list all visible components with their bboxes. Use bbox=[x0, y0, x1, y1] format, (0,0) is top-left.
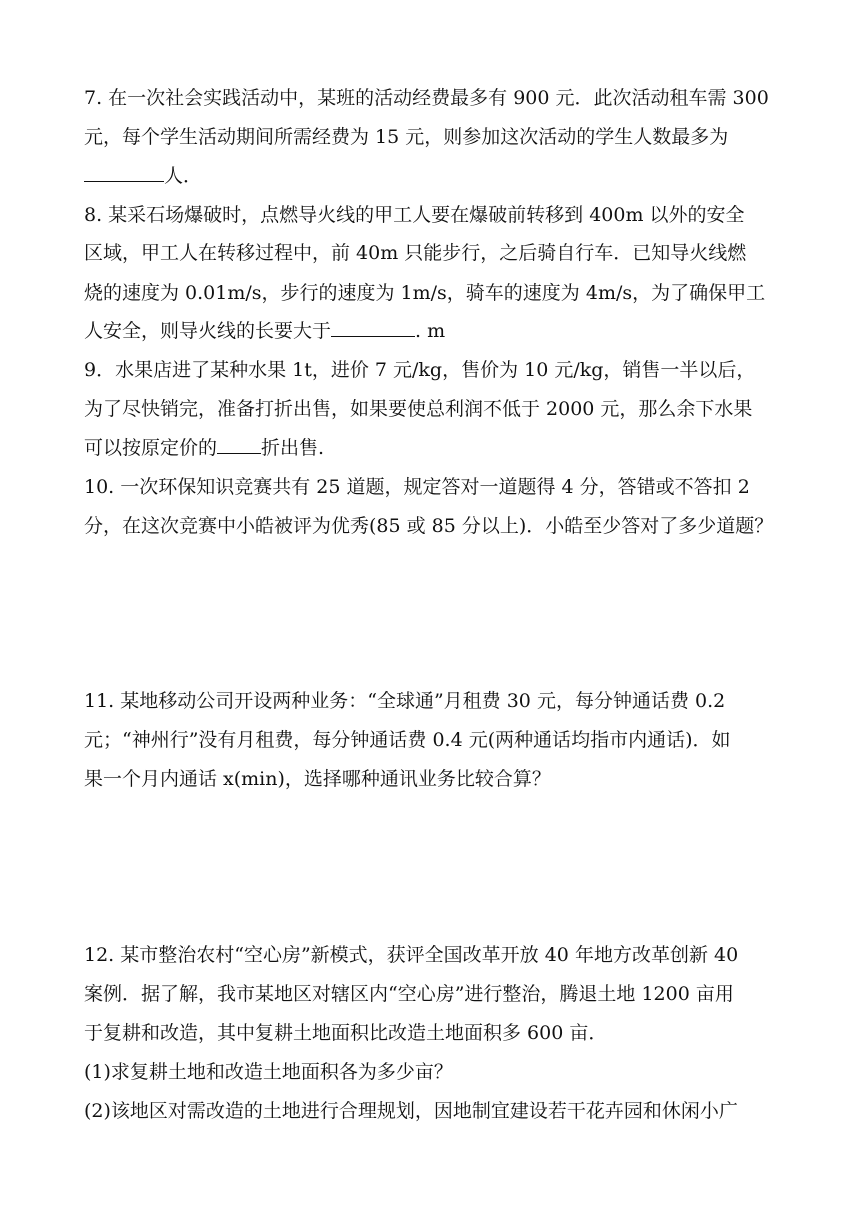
q7-line-2: 元，每个学生活动期间所需经费为 15 元，则参加这次活动的学生人数最多为 bbox=[84, 126, 729, 148]
q10-line-2: 分，在这次竞赛中小皓被评为优秀(85 或 85 分以上)．小皓至少答对了多少道题？ bbox=[84, 515, 774, 537]
q8-line-4-suffix: . m bbox=[415, 320, 446, 342]
q8-answer-blank[interactable] bbox=[331, 318, 415, 337]
q9-line-3-prefix: 可以按原定价的 bbox=[84, 437, 218, 459]
q8-line-4 bbox=[84, 318, 784, 344]
q9-line-3-suffix: 折出售. bbox=[261, 437, 325, 459]
q12-line-2: 案例．据了解，我市某地区对辖区内“空心房”进行整治，腾退土地 1200 亩用 bbox=[84, 983, 734, 1005]
q8-line-3: 烧的速度为 0.01m/s，步行的速度为 1m/s，骑车的速度为 4m/s，为了确保甲工 bbox=[84, 282, 766, 304]
q9-line-2: 为了尽快销完，准备打折出售，如果要使总利润不低于 2000 元，那么余下水果 bbox=[84, 398, 753, 420]
q9-answer-blank[interactable] bbox=[217, 435, 261, 454]
q12-subquestion-2: (2)该地区对需改造的土地进行合理规划，因地制宜建设若干花卉园和休闲小广 bbox=[84, 1100, 738, 1122]
q7-answer-blank[interactable] bbox=[84, 163, 164, 182]
q8-line-1: 8. 某采石场爆破时，点燃导火线的甲工人要在爆破前转移到 400m 以外的安全 bbox=[84, 204, 745, 226]
q7-line-1: 7. 在一次社会实践活动中，某班的活动经费最多有 900 元．此次活动租车需 300 bbox=[84, 87, 769, 109]
q9-line-3 bbox=[84, 435, 784, 461]
q12-line-1: 12. 某市整治农村“空心房”新模式，获评全国改革开放 40 年地方改革创新 40 bbox=[84, 944, 739, 966]
q11-line-2: 元；“神州行”没有月租费，每分钟通话费 0.4 元(两种通话均指市内通话)．如 bbox=[84, 729, 731, 751]
q9-line-1: 9．水果店进了某种水果 1t，进价 7 元/kg，售价为 10 元/kg，销售一半以后， bbox=[84, 359, 756, 381]
q8-line-4-prefix: 人安全，则导火线的长要大于 bbox=[84, 320, 332, 342]
q12-subquestion-1: (1)求复耕土地和改造土地面积各为多少亩？ bbox=[84, 1061, 453, 1083]
q8-line-2: 区域，甲工人在转移过程中，前 40m 只能步行，之后骑自行车．已知导火线燃 bbox=[84, 242, 747, 264]
q7-line-3 bbox=[84, 163, 784, 189]
q11-line-3: 果一个月内通话 x(min)，选择哪种通讯业务比较合算？ bbox=[84, 768, 551, 790]
q7-line-3-suffix: 人． bbox=[164, 165, 203, 187]
q11-line-1: 11. 某地移动公司开设两种业务：“全球通”月租费 30 元，每分钟通话费 0.2 bbox=[84, 690, 726, 712]
q12-line-3: 于复耕和改造，其中复耕土地面积比改造土地面积多 600 亩． bbox=[84, 1022, 608, 1044]
q10-line-1: 10. 一次环保知识竞赛共有 25 道题，规定答对一道题得 4 分，答错或不答扣 2 bbox=[84, 476, 750, 498]
